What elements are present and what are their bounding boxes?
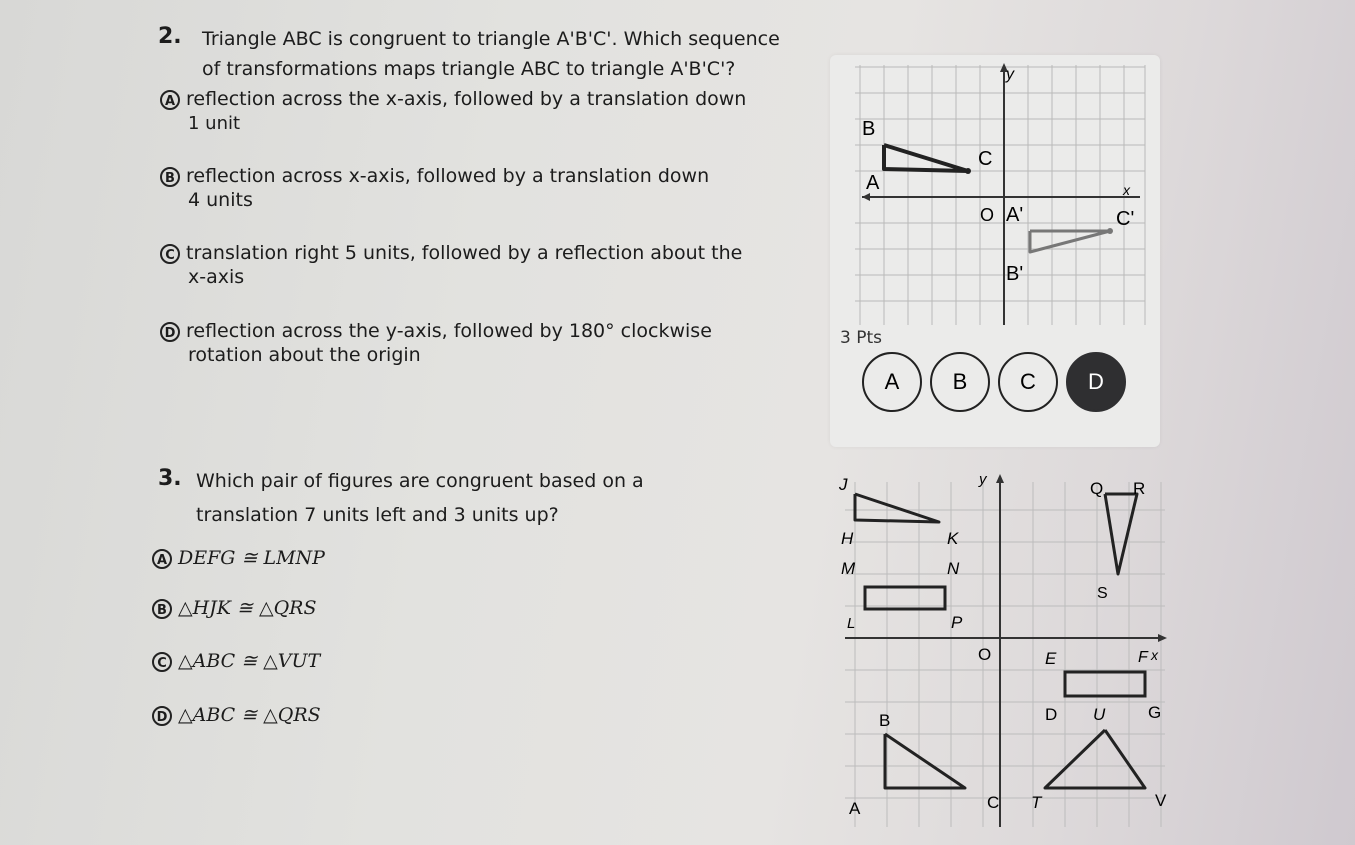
q3-option-a[interactable] [152, 547, 325, 571]
x-axis-label: x [1151, 647, 1158, 663]
q2-option-c[interactable] [160, 242, 742, 290]
triangle-abc [884, 145, 968, 171]
grid-lines [855, 65, 1145, 325]
label-r: R [1133, 479, 1146, 498]
label-a: A [849, 799, 861, 818]
option-letter-d: D [152, 706, 172, 726]
q2-option-b-line1: reflection across x-axis, followed by a translation down [186, 165, 710, 187]
q3-option-c-text: △ABC ≅ △VUT [178, 650, 321, 672]
label-u: U [1093, 705, 1106, 724]
choice-a-button[interactable]: A [862, 352, 922, 412]
q3-option-d[interactable] [152, 704, 321, 728]
y-axis-label: y [979, 471, 987, 488]
q2-option-d-line1: reflection across the y-axis, followed by 180° clockwise [186, 320, 712, 342]
q2-option-c-line1: translation right 5 units, followed by a reflection about the [186, 242, 743, 264]
label-n: N [947, 559, 960, 578]
q2-option-c-line2: x-axis [188, 265, 245, 288]
y-axis-label: y [1006, 66, 1014, 83]
y-axis-arrow-icon [996, 474, 1004, 483]
q3-question-line1: Which pair of figures are congruent based on a [196, 470, 644, 492]
point-c [965, 168, 971, 174]
q2-number: 2. [158, 24, 182, 49]
option-letter-c: C [152, 652, 172, 672]
label-origin: O [980, 205, 995, 225]
grid-lines [845, 482, 1165, 827]
x-axis-arrow-icon [1158, 634, 1167, 642]
rectangle-defg [1065, 672, 1145, 696]
q3-option-b-text: △HJK ≅ △QRS [178, 597, 317, 619]
q2-option-a-line2: 1 unit [188, 112, 241, 134]
label-b: B [879, 711, 891, 730]
q2-option-b-line2: 4 units [188, 188, 253, 211]
q3-coordinate-grid [835, 462, 1170, 832]
q2-option-a-line1: reflection across the x-axis, followed by a translation down [186, 88, 747, 110]
label-l: L [847, 615, 856, 632]
q3-option-c[interactable] [152, 650, 320, 674]
label-b-prime: B' [1006, 263, 1024, 285]
label-h: H [841, 529, 854, 548]
choice-b-button[interactable]: B [930, 352, 990, 412]
q2-option-b[interactable] [160, 165, 709, 213]
option-letter-a: A [152, 549, 172, 569]
q3-number: 3. [158, 466, 182, 491]
label-a: A [866, 172, 880, 194]
label-p: P [951, 613, 963, 632]
q2-coordinate-grid [840, 55, 1150, 330]
label-t: T [1031, 793, 1042, 812]
triangle-qrs [1105, 494, 1137, 574]
label-origin: O [978, 645, 992, 664]
q2-option-d-line2: rotation about the origin [188, 343, 421, 366]
label-d: D [1045, 705, 1058, 724]
option-letter-b: B [152, 599, 172, 619]
label-g: G [1148, 703, 1162, 722]
label-e: E [1045, 649, 1057, 668]
choice-c-button[interactable]: C [998, 352, 1058, 412]
q3-option-a-text: DEFG ≅ LMNP [178, 547, 325, 569]
answer-choice-group [862, 352, 1126, 412]
points-value: 3 Pts [840, 328, 882, 348]
label-v: V [1155, 791, 1167, 810]
label-j: J [839, 475, 848, 494]
option-letter-b: B [160, 167, 180, 187]
label-f: F [1138, 649, 1148, 666]
q2-question-line2: of transformations maps triangle ABC to triangle A'B'C'? [202, 58, 736, 80]
q3-option-b[interactable] [152, 597, 317, 621]
label-q: Q [1090, 479, 1104, 498]
q2-question-line1: Triangle ABC is congruent to triangle A'B'C'. Which sequence [202, 28, 780, 50]
point-c-prime [1107, 228, 1113, 234]
option-letter-c: C [160, 244, 180, 264]
label-s: S [1097, 585, 1108, 602]
x-axis-label: x [1123, 182, 1130, 198]
label-c-prime: C' [1116, 208, 1135, 230]
label-b: B [862, 118, 876, 140]
triangle-hjk [855, 494, 939, 522]
label-a-prime: A' [1006, 204, 1024, 226]
q3-option-d-text: △ABC ≅ △QRS [178, 704, 321, 726]
label-c: C [978, 148, 993, 170]
choice-d-button[interactable]: D [1066, 352, 1126, 412]
q3-question-line2: translation 7 units left and 3 units up? [196, 504, 559, 526]
label-m: M [841, 559, 856, 578]
q2-option-a[interactable] [160, 88, 746, 136]
triangle-abc [885, 734, 965, 788]
q2-option-d[interactable] [160, 320, 712, 368]
triangle-tuv [1045, 730, 1145, 788]
option-letter-a: A [160, 90, 180, 110]
option-letter-d: D [160, 322, 180, 342]
label-k: K [947, 529, 959, 548]
label-c: C [987, 793, 1000, 812]
x-axis-arrow-icon [862, 193, 870, 201]
